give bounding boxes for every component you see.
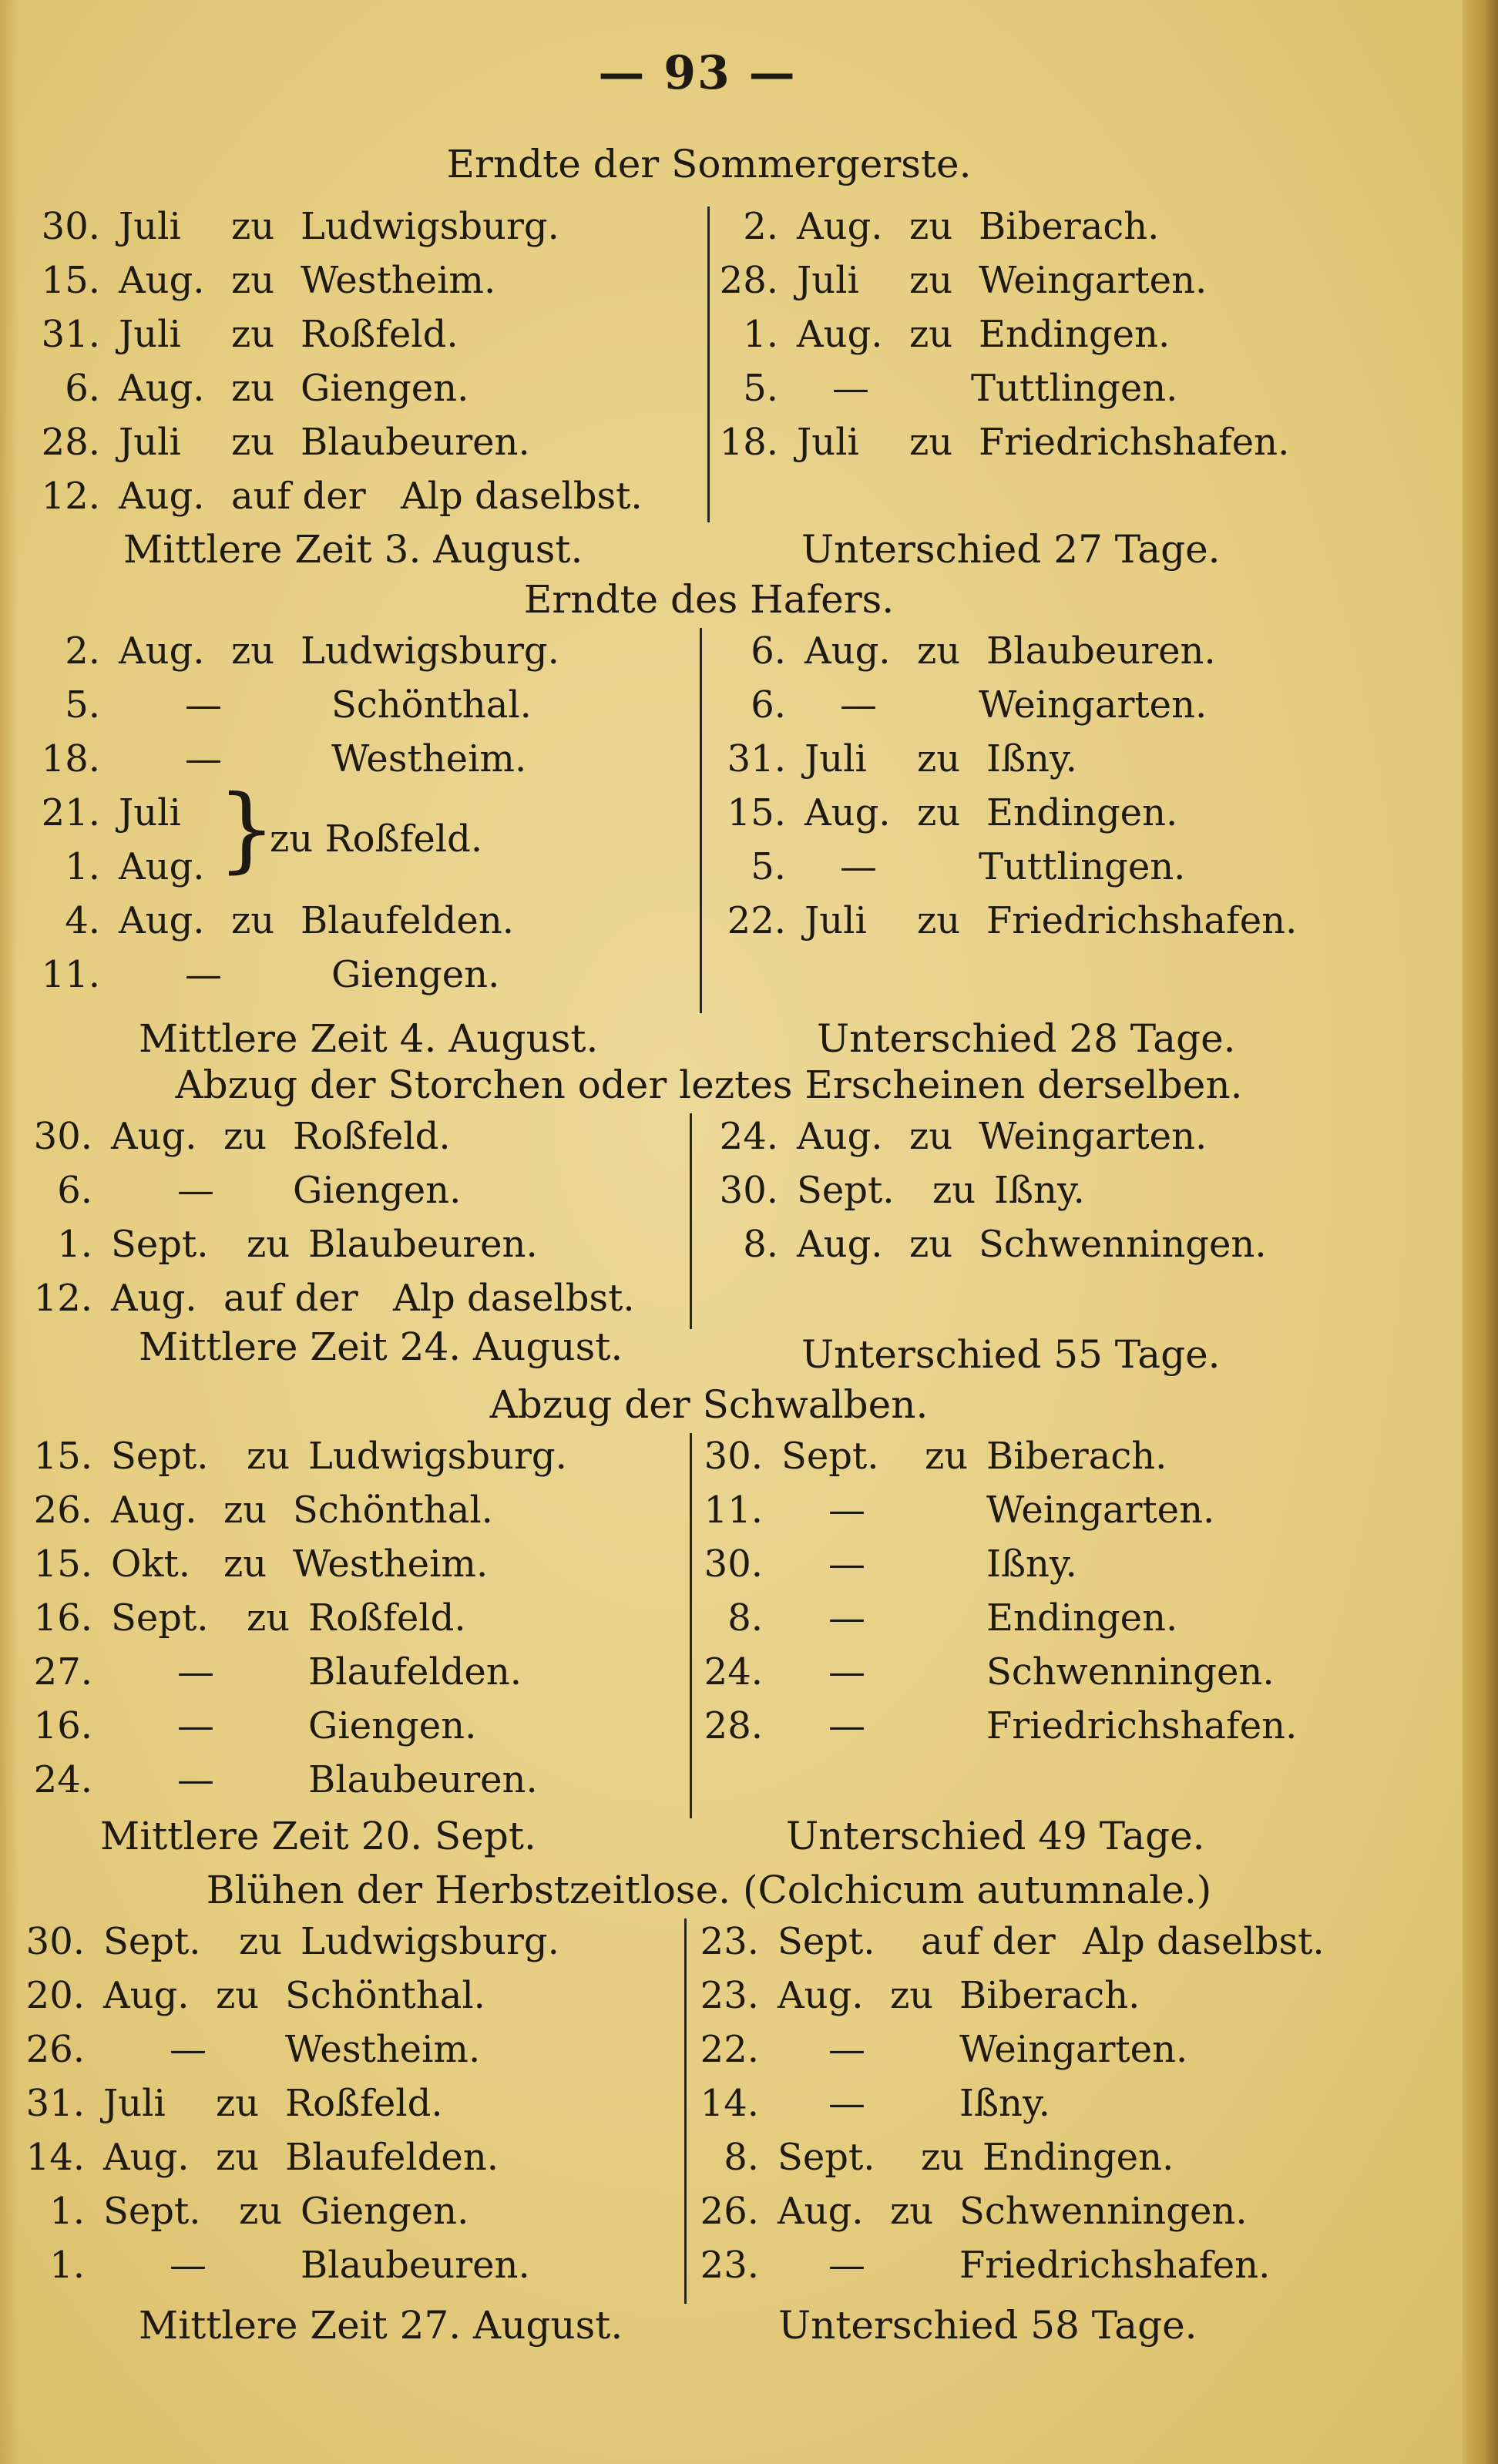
list-item: 5. — Schönthal. bbox=[65, 683, 532, 727]
brace-icon: } bbox=[217, 776, 277, 883]
list-item: 30. Sept. zu Biberach. bbox=[704, 1435, 1167, 1478]
list-item: 1. Sept. zu Blaubeuren. bbox=[57, 1223, 538, 1266]
list-item: 22. Juli zu Friedrichshafen. bbox=[727, 899, 1298, 942]
list-item: 24. — Schwenningen. bbox=[704, 1650, 1275, 1694]
list-item: 15. Sept. zu Ludwigsburg. bbox=[33, 1435, 567, 1478]
list-item: 31. Juli zu Ißny. bbox=[727, 737, 1077, 780]
list-item: 15. Aug. zu Westheim. bbox=[41, 259, 496, 302]
left-column bbox=[31, 1109, 694, 1324]
list-item: 8. — Endingen. bbox=[727, 1596, 1178, 1640]
list-item: 16. Sept. zu Roßfeld. bbox=[33, 1596, 466, 1640]
list-item: 24. Aug. zu Weingarten. bbox=[719, 1115, 1207, 1158]
list-item: 6. — Giengen. bbox=[57, 1169, 462, 1212]
list-item: 21. Juli bbox=[41, 791, 181, 834]
left-column bbox=[23, 1914, 686, 2291]
list-item: 30. Juli zu Ludwigsburg. bbox=[41, 205, 559, 248]
brace-label: zu Roßfeld. bbox=[270, 817, 483, 861]
list-item: 15. Okt. zu Westheim. bbox=[33, 1543, 489, 1586]
right-column bbox=[697, 1914, 1352, 2291]
page-edge-right bbox=[1463, 0, 1498, 2464]
page-number: — 93 — bbox=[598, 46, 797, 100]
list-item: 18. Juli zu Friedrichshafen. bbox=[719, 421, 1290, 464]
list-item: 2. Aug. zu Ludwigsburg. bbox=[65, 629, 559, 673]
section-heading: Blühen der Herbstzeitlose. (Colchicum autumnale.) bbox=[206, 1868, 1212, 1912]
column-divider bbox=[690, 1113, 692, 1329]
difference: Unterschied 28 Tage. bbox=[817, 1016, 1236, 1061]
list-item: 26. Aug. zu Schwenningen. bbox=[700, 2190, 1248, 2233]
list-item: 24. — Blaubeuren. bbox=[33, 1758, 538, 1801]
right-column bbox=[717, 1109, 1349, 1271]
mean-date: Mittlere Zeit 27. August. bbox=[139, 2303, 623, 2348]
list-item: 5. — Tuttlingen. bbox=[751, 845, 1186, 888]
list-item: 16. — Giengen. bbox=[33, 1704, 477, 1747]
list-item: 1. Aug. zu Endingen. bbox=[743, 313, 1171, 356]
list-item: 31. Juli zu Roßfeld. bbox=[25, 2082, 443, 2125]
list-item: 31. Juli zu Roßfeld. bbox=[41, 313, 458, 356]
mean-date: Mittlere Zeit 3. August. bbox=[123, 527, 583, 572]
mean-date: Mittlere Zeit 24. August. bbox=[139, 1324, 623, 1369]
column-divider bbox=[684, 1918, 687, 2304]
list-item: 5. — Tuttlingen. bbox=[743, 367, 1178, 410]
list-item: 11. — Giengen. bbox=[41, 953, 500, 996]
list-item: 22. — Weingarten. bbox=[700, 2028, 1188, 2071]
list-item: 1. Aug. bbox=[65, 845, 205, 888]
list-item: 1. Sept. zu Giengen. bbox=[49, 2190, 469, 2233]
list-item: 26. Aug. zu Schönthal. bbox=[33, 1489, 493, 1532]
list-item: 28. — Friedrichshafen. bbox=[704, 1704, 1298, 1747]
list-item: 8. Aug. zu Schwenningen. bbox=[743, 1223, 1267, 1266]
list-item: 15. Aug. zu Endingen. bbox=[727, 791, 1178, 834]
list-item: 6. — Weingarten. bbox=[751, 683, 1207, 727]
list-item: 23. Sept. auf der Alp daselbst. bbox=[700, 1920, 1325, 1963]
page-shadow-left bbox=[0, 0, 18, 2464]
list-item: 28. Juli zu Weingarten. bbox=[719, 259, 1207, 302]
right-column bbox=[724, 623, 1356, 947]
list-item: 14. — Ißny. bbox=[700, 2082, 1050, 2125]
difference: Unterschied 58 Tage. bbox=[778, 2303, 1197, 2348]
list-item: 30. Aug. zu Roßfeld. bbox=[33, 1115, 451, 1158]
left-column bbox=[39, 199, 709, 522]
right-column bbox=[701, 1428, 1349, 1752]
list-item: 18. — Westheim. bbox=[41, 737, 527, 780]
list-item: 8. Sept. zu Endingen. bbox=[724, 2136, 1174, 2179]
list-item: 6. Aug. zu Blaubeuren. bbox=[751, 629, 1216, 673]
column-divider bbox=[707, 206, 710, 522]
list-item: 12. Aug. auf der Alp daselbst. bbox=[41, 475, 643, 518]
column-divider bbox=[690, 1433, 692, 1818]
list-item: 28. Juli zu Blaubeuren. bbox=[41, 421, 530, 464]
left-column bbox=[31, 1428, 694, 1806]
column-divider bbox=[700, 628, 702, 1013]
list-item: 23. Aug. zu Biberach. bbox=[700, 1974, 1140, 2017]
difference: Unterschied 49 Tage. bbox=[786, 1814, 1205, 1858]
list-item: 23. — Friedrichshafen. bbox=[700, 2244, 1271, 2287]
mean-date: Mittlere Zeit 20. Sept. bbox=[100, 1814, 536, 1858]
list-item: 1. — Blaubeuren. bbox=[49, 2244, 530, 2287]
list-item: 12. Aug. auf der Alp daselbst. bbox=[33, 1277, 635, 1320]
list-item: 27. — Blaufelden. bbox=[33, 1650, 522, 1694]
list-item: 30. Sept. zu Ludwigsburg. bbox=[25, 1920, 559, 1963]
list-item: 14. Aug. zu Blaufelden. bbox=[25, 2136, 499, 2179]
section-heading: Abzug der Schwalben. bbox=[489, 1382, 929, 1427]
section-heading: Abzug der Storchen oder leztes Erscheinen derselben. bbox=[175, 1062, 1243, 1107]
list-item: 6. Aug. zu Giengen. bbox=[65, 367, 469, 410]
list-item: 26. — Westheim. bbox=[25, 2028, 481, 2071]
list-item: 20. Aug. zu Schönthal. bbox=[25, 1974, 485, 2017]
difference: Unterschied 55 Tage. bbox=[801, 1332, 1221, 1377]
mean-date: Mittlere Zeit 4. August. bbox=[139, 1016, 599, 1061]
section-heading: Erndte der Sommergerste. bbox=[446, 142, 972, 186]
difference: Unterschied 27 Tage. bbox=[801, 527, 1221, 572]
list-item: 30. Sept. zu Ißny. bbox=[719, 1169, 1085, 1212]
right-column bbox=[717, 199, 1349, 468]
list-item: 2. Aug. zu Biberach. bbox=[743, 205, 1160, 248]
list-item: 11. — Weingarten. bbox=[704, 1489, 1215, 1532]
list-item: 4. Aug. zu Blaufelden. bbox=[65, 899, 514, 942]
list-item: 30. — Ißny. bbox=[704, 1543, 1077, 1586]
section-heading: Erndte des Hafers. bbox=[523, 577, 895, 622]
left-column bbox=[39, 623, 701, 1001]
